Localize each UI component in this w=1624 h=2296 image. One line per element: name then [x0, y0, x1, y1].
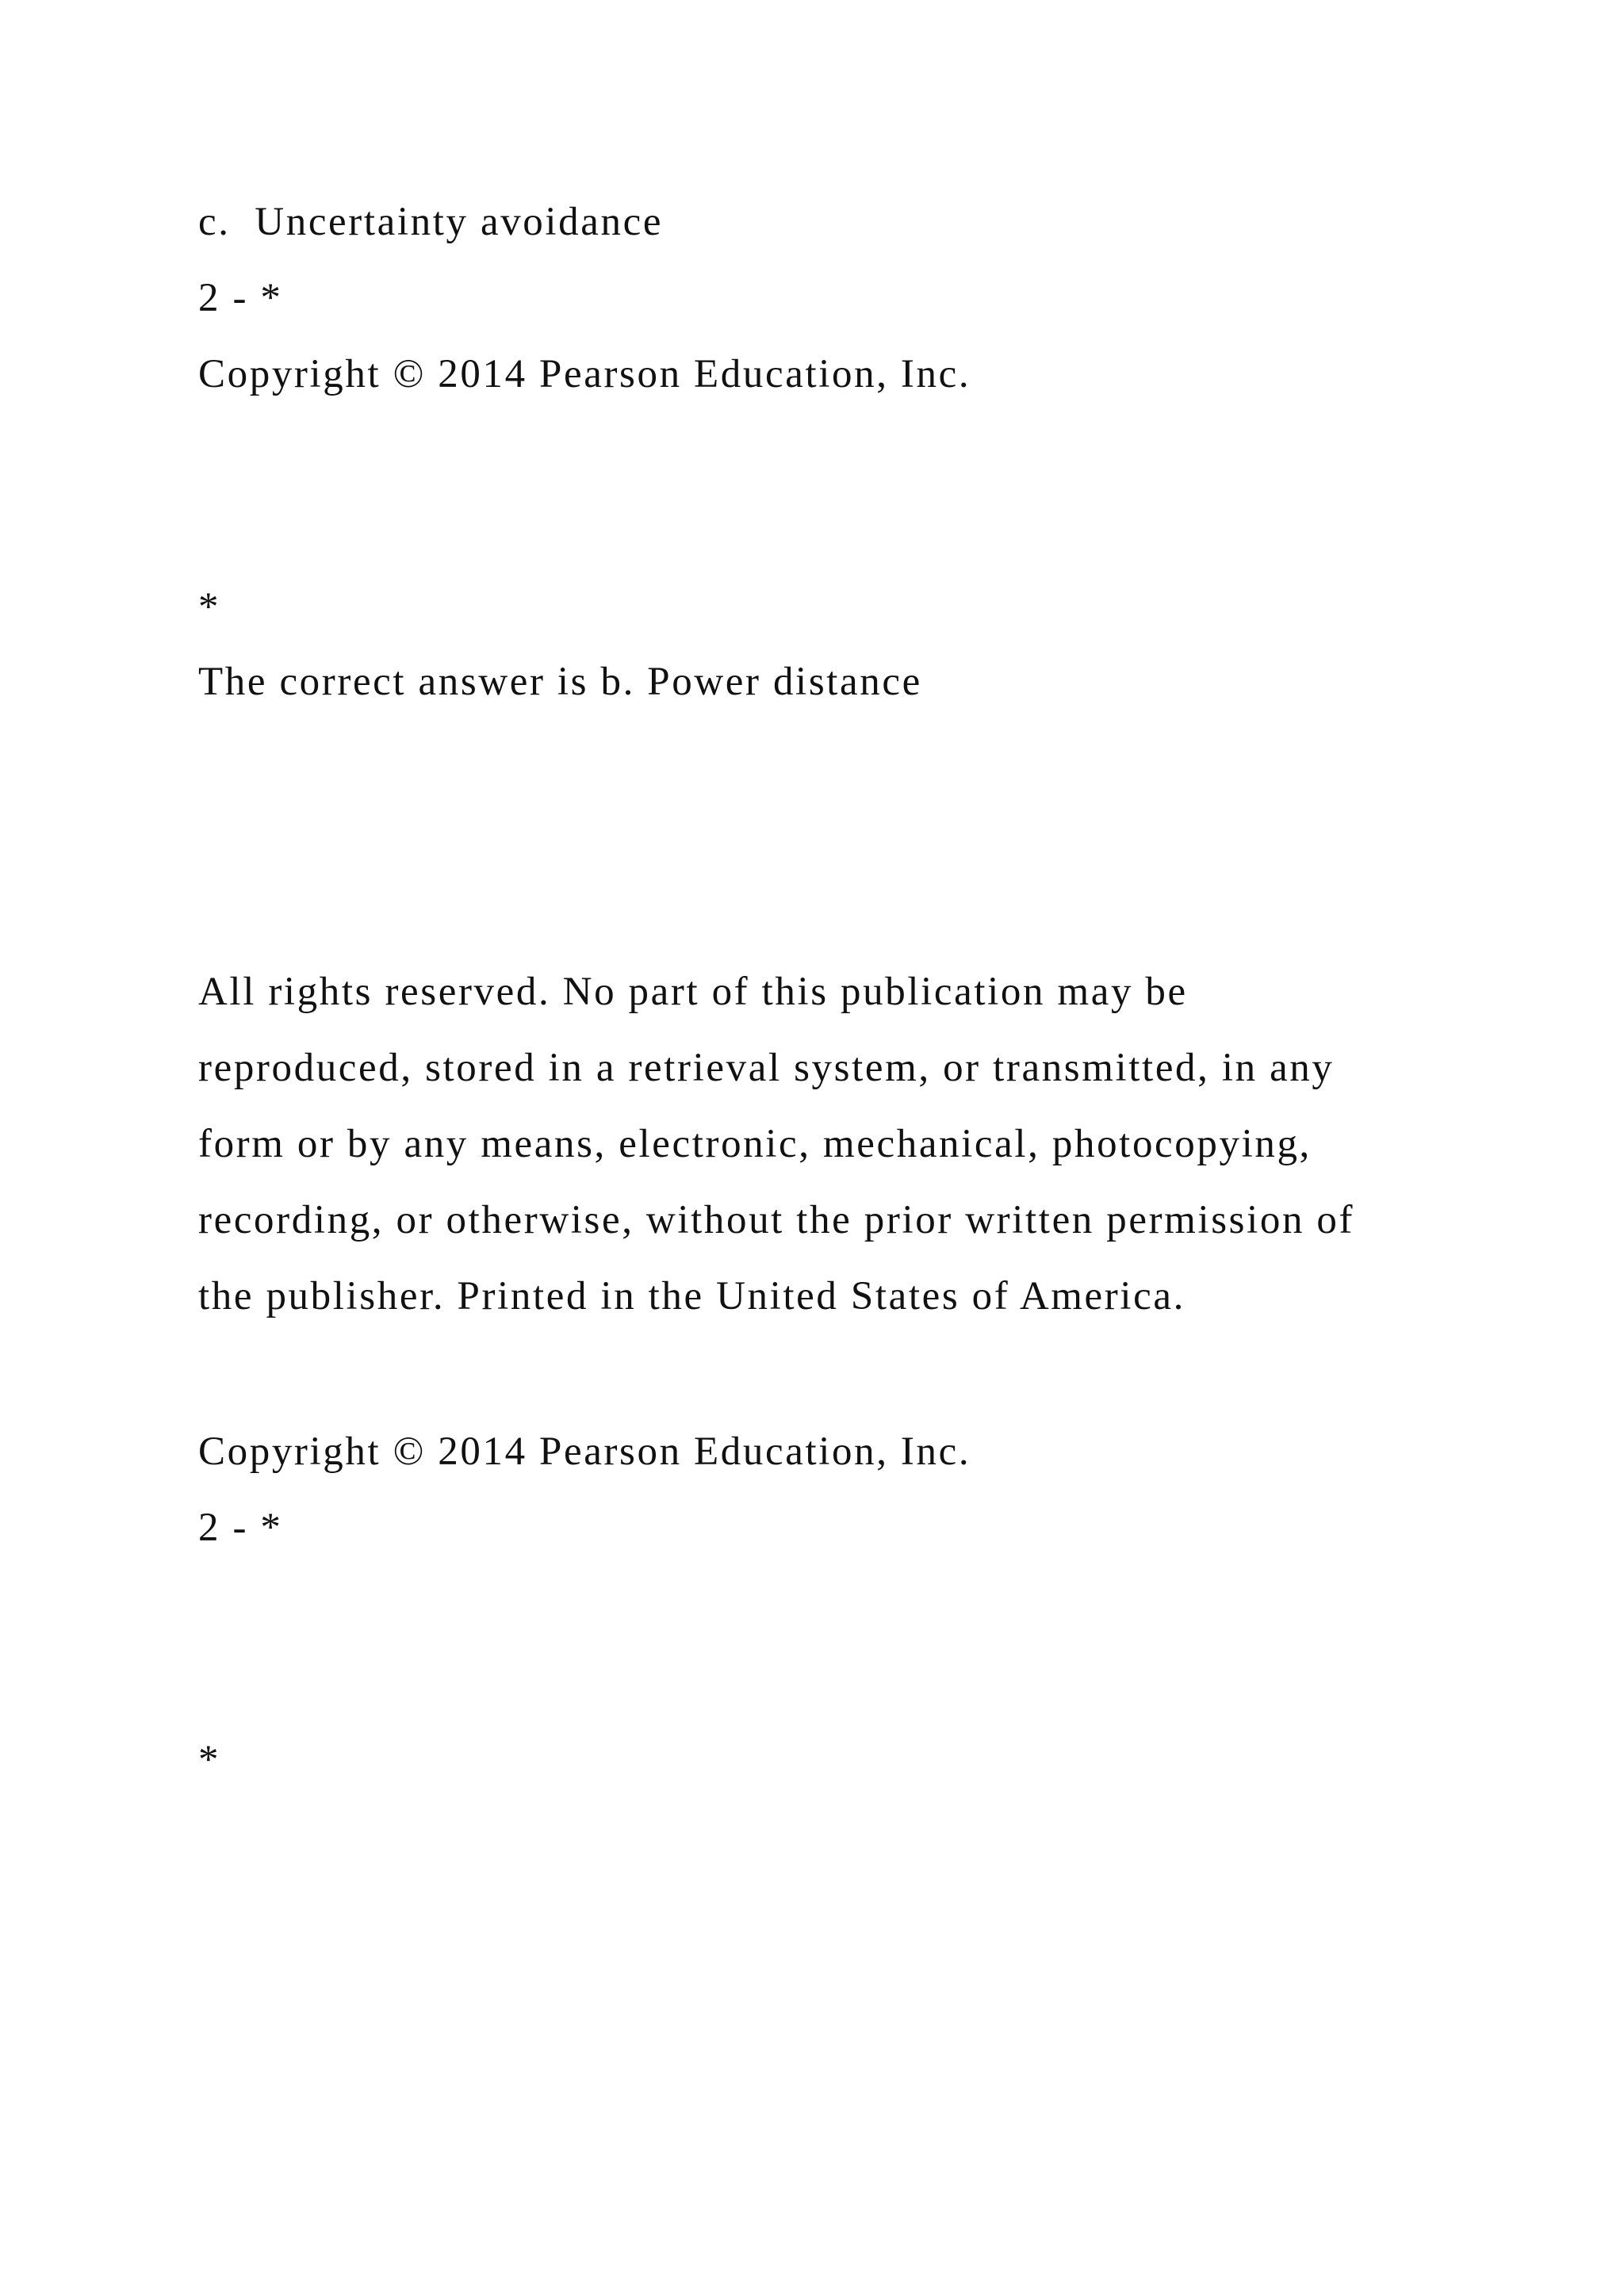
rights-line: form or by any means, electronic, mechanical, photocopying, [198, 1122, 1312, 1166]
copyright-notice: Copyright © 2014 Pearson Education, Inc. [198, 1429, 971, 1474]
rights-line: All rights reserved. No part of this publication may be [198, 970, 1188, 1014]
option-c-text: c. Uncertainty avoidance [198, 200, 664, 244]
rights-line: recording, or otherwise, without the prior written permission of [198, 1198, 1355, 1242]
correct-answer-text: The correct answer is b. Power distance [198, 660, 922, 704]
asterisk-marker: * [198, 1738, 221, 1782]
slide-number: 2 - * [198, 276, 283, 320]
rights-line: the publisher. Printed in the United States of America. [198, 1274, 1185, 1318]
slide-number: 2 - * [198, 1506, 283, 1550]
rights-line: reproduced, stored in a retrieval system, or transmitted, in any [198, 1046, 1335, 1090]
asterisk-marker: * [198, 585, 221, 629]
copyright-notice: Copyright © 2014 Pearson Education, Inc. [198, 352, 971, 396]
